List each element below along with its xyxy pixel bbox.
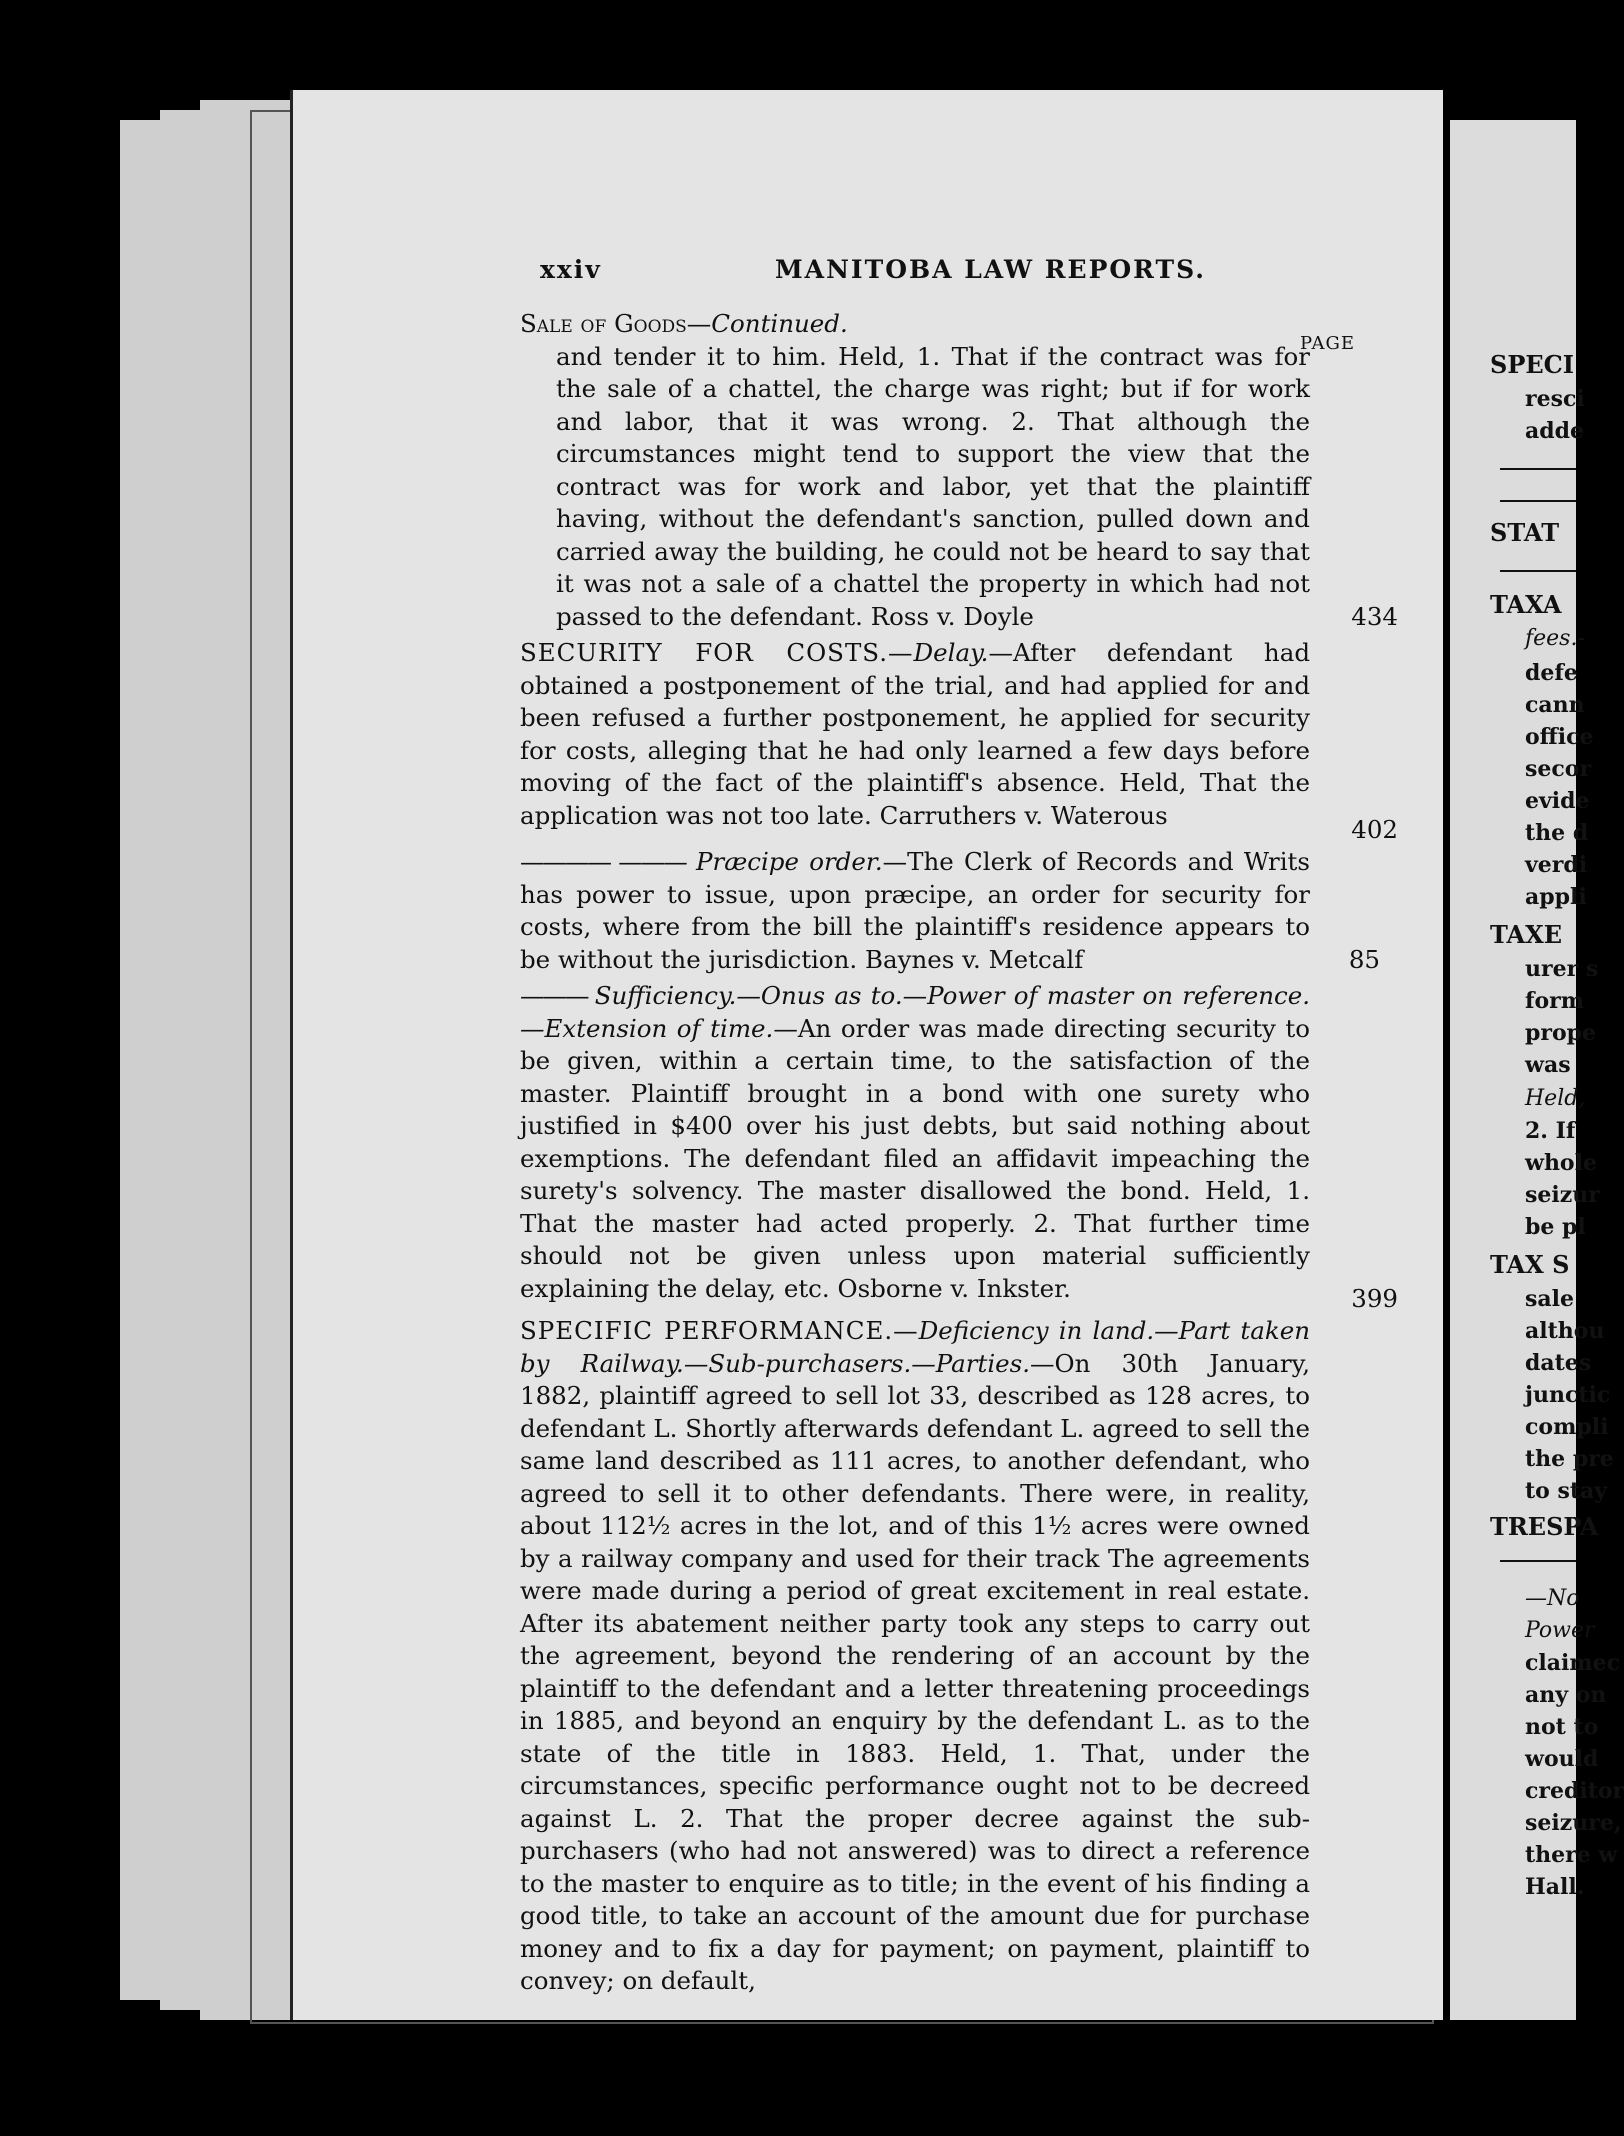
facing-line: any on	[1525, 1682, 1607, 1708]
facing-line: prope	[1525, 1020, 1597, 1046]
entry-specific-performance: SPECIFIC PERFORMANCE.—Deficiency in land.—Part taken by Railway.—Sub-purchasers.—Parties.—On 30th January, 1882, plaintiff agreed to sell lot 33, described as 128 acres, to defendant L. Shortly afterwards defendant L. agreed to sell the same land described as 111 acres, to another defendant, who agreed to sell it to other defendants. There were, in reality, about 112½ acres in the lot, and of this 1½ acres were owned by a railway company and used for their track The agreements were made during a period of great excitement in real estate. After its abatement neither party took any steps to carry out the agreement, beyond the rendering of an account by the plaintiff to the defendant and a letter threatening proceedings in 1885, and beyond an enquiry by the defendant L. as to the state of the title in 1883. Held, 1. That, under the circumstances, specific performance ought not to be decreed against L. 2. That the proper decree against the sub-purchasers (who had not answered) was to direct a reference to the master to enquire as to title; in the event of his finding a good title, to take an account of the amount due for purchase money and to fix a day for payment; on payment, plaintiff to convey; on default,	[520, 1316, 1311, 1995]
facing-line: TAX S	[1490, 1250, 1570, 1279]
facing-line: Hall.	[1525, 1874, 1585, 1900]
facing-line: urer s	[1525, 956, 1599, 982]
facing-line: be pl	[1525, 1214, 1586, 1240]
facing-line: claimec	[1525, 1650, 1621, 1676]
facing-line: TAXE	[1490, 920, 1563, 949]
facing-line: 2. If	[1525, 1118, 1576, 1144]
facing-line: appli	[1525, 884, 1587, 910]
facing-line: dates	[1525, 1350, 1592, 1376]
facing-line: junctic	[1525, 1382, 1611, 1408]
page-ref-85: 85	[1348, 944, 1380, 974]
facing-rule	[1500, 1560, 1576, 1562]
facing-line: SPECI	[1490, 350, 1574, 379]
facing-line: TRESPA	[1490, 1512, 1599, 1541]
entry-sale-of-goods: and tender it to him. Held, 1. That if the contract was for the sale of a chattel, the charge was right; but if for work and labor, that it was wrong. 2. That although the circumstances might tend to support the view that the contract was for work and labor, yet that the plaintiff having, without the defendant's sanction, pulled down and carried away the building, he could not be heard to say that it was not a sale of a chattel the property in which had not passed to the defendant. Ross v. Doyle 434	[520, 341, 1310, 634]
facing-line: adde	[1525, 418, 1585, 444]
facing-rule	[1500, 468, 1576, 470]
entry-sufficiency: ——— Sufficiency.—Onus as to.—Power of master on reference.—Extension of time.—An order was made directing security to be given, within a certain time, to the satisfaction of the master. Plaintiff brought in a bond with one surety who justified in $400 over his just debts, but said nothing about exemptions. The defendant filed an affidavit impeaching the surety's solvency. The master disallowed the bond. Held, 1. That the master had acted properly. 2. That further time should not be given unless upon material sufficiently explaining the delay, etc. Osborne v. Inkster. 399	[520, 980, 1310, 1305]
page-edge-2	[160, 110, 202, 2010]
facing-line: compli	[1525, 1414, 1609, 1440]
facing-line: creditor	[1525, 1778, 1624, 1804]
page-ref-402: 402	[1351, 814, 1398, 844]
facing-line: Power	[1525, 1618, 1595, 1643]
facing-line: the d	[1525, 820, 1589, 846]
facing-line: would	[1525, 1746, 1599, 1772]
facing-line: to stay	[1525, 1478, 1608, 1504]
facing-line: form	[1525, 988, 1585, 1014]
sale-of-goods-heading: Sale of Goods—Continued.	[520, 309, 848, 338]
running-title: MANITOBA LAW REPORTS.	[775, 255, 1206, 284]
page-ref-399: 399	[1351, 1283, 1398, 1313]
facing-line: althou	[1525, 1318, 1605, 1344]
facing-line: seizure,	[1525, 1810, 1622, 1836]
facing-line: was	[1525, 1052, 1571, 1078]
facing-line: secor	[1525, 756, 1592, 782]
facing-rule	[1500, 570, 1576, 572]
entry-praecipe-order: ———— ——— Præcipe order.—The Clerk of Records and Writs has power to issue, upon præcipe, an order for security for costs, where from the bill the plaintiff's residence appears to be without the jurisdiction. Baynes v. Metcalf 85	[520, 846, 1310, 976]
facing-line: Held,	[1525, 1086, 1586, 1111]
facing-line: TAXA	[1490, 590, 1562, 619]
facing-line: fees.-	[1525, 626, 1585, 651]
facing-line: not to	[1525, 1714, 1599, 1740]
folio-number: xxiv	[540, 255, 602, 284]
facing-line: cann	[1525, 692, 1585, 718]
facing-line: office	[1525, 724, 1594, 750]
facing-line: evide	[1525, 788, 1590, 814]
facing-line: sale	[1525, 1286, 1574, 1312]
entry-security-for-costs-delay: SECURITY FOR COSTS.—Delay.—After defendant had obtained a postponement of the trial, and had applied for and been refused a further postponement, he applied for security for costs, alleging that he had only learned a few days before moving of the fact of the plaintiff's absence. Held, That the application was not too late. Carruthers v. Waterous 402	[520, 637, 1310, 832]
facing-line: seizur	[1525, 1182, 1600, 1208]
facing-line: there w	[1525, 1842, 1618, 1868]
facing-line: —No	[1525, 1586, 1580, 1611]
page-edge-1	[120, 120, 162, 2000]
facing-line: whole	[1525, 1150, 1597, 1176]
facing-line: resci	[1525, 386, 1585, 412]
facing-line: verdi	[1525, 852, 1588, 878]
facing-rule	[1500, 500, 1576, 502]
page-ref-434: 434	[1351, 601, 1398, 631]
facing-line: the pre	[1525, 1446, 1614, 1472]
facing-line: STAT	[1490, 518, 1560, 547]
facing-line: defe	[1525, 660, 1578, 686]
page-column-label: PAGE	[1300, 333, 1355, 354]
